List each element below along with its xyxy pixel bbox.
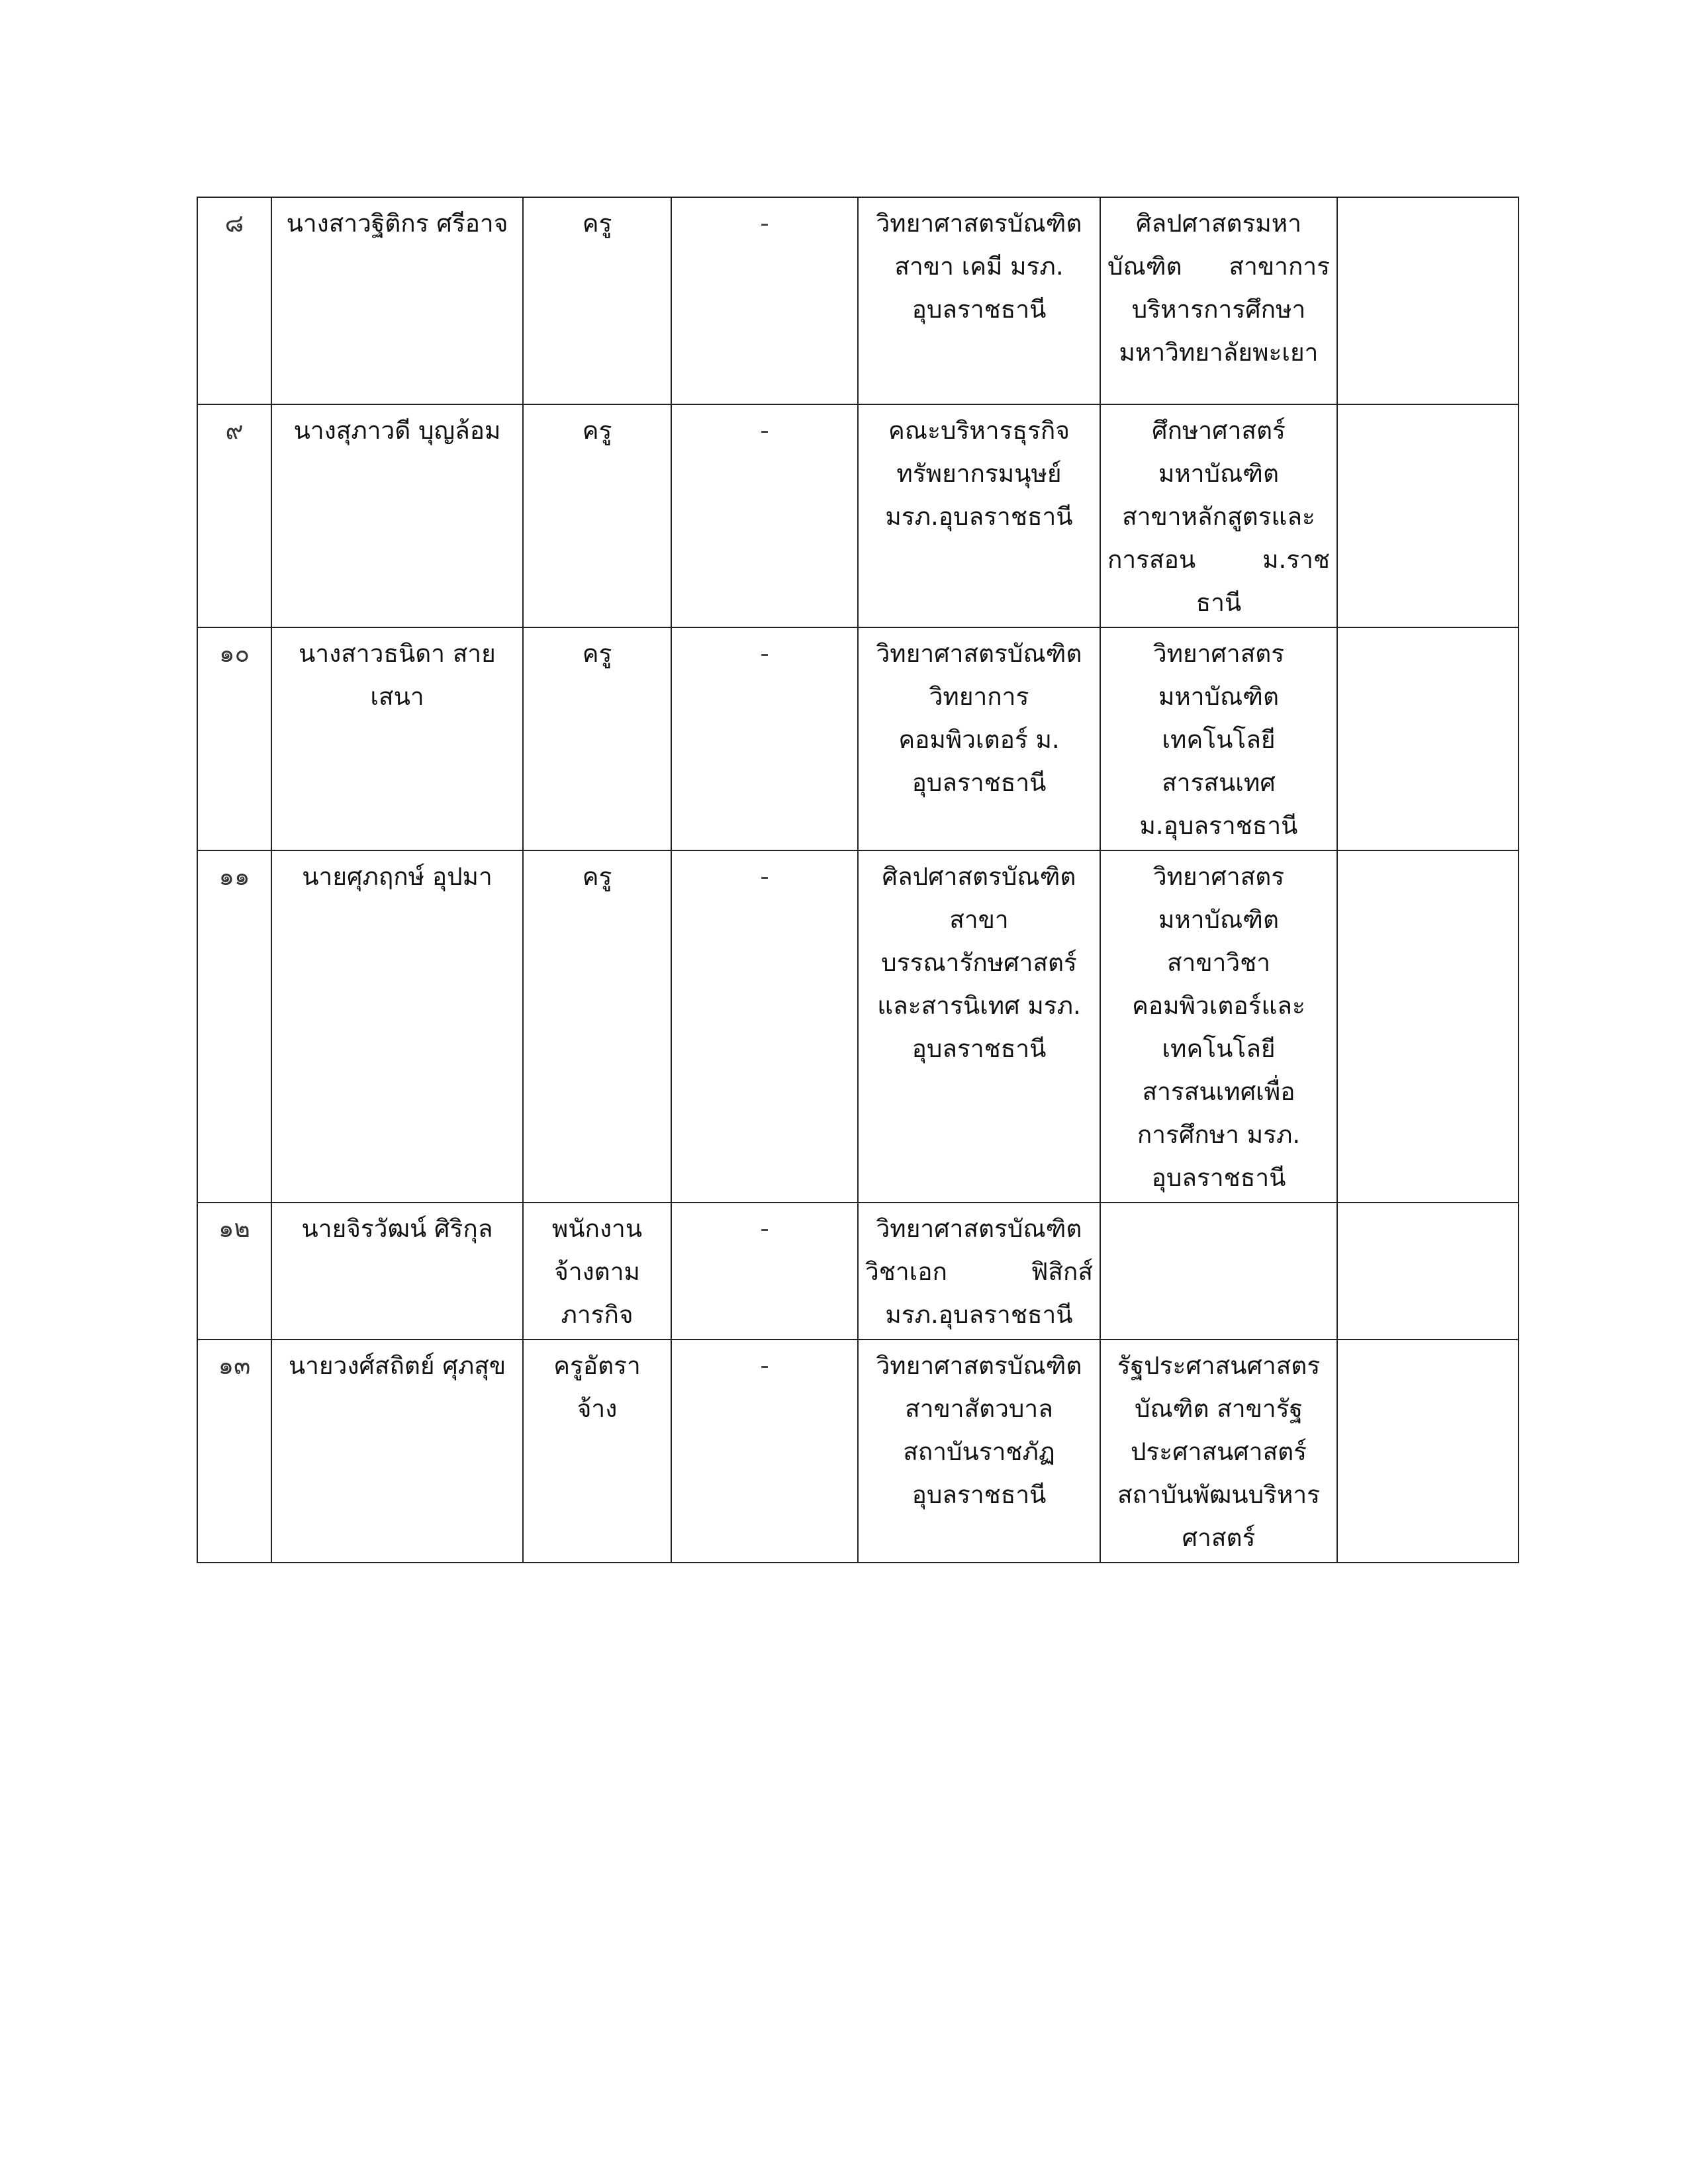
cell-line: สถาบันพัฒนบริหาร [1117, 1480, 1321, 1509]
position-cell [523, 197, 671, 404]
cell-line: ศาสตร์ [1182, 1524, 1256, 1552]
row-number-cell: ๑๓ [197, 1340, 271, 1563]
cell-line: ครู [582, 416, 612, 445]
row-number-cell: ๑๑ [197, 850, 271, 1203]
name-cell [271, 197, 523, 404]
cell-line: คอมพิวเตอร์และ [1132, 991, 1305, 1020]
cell-line: มหาวิทยาลัยพะเยา [1119, 338, 1319, 367]
cell-line: ภารกิจ [561, 1300, 633, 1329]
cell-line: ครู [582, 862, 612, 891]
note-cell [1337, 1340, 1519, 1563]
cell-line: เทคโนโลยี [1162, 1034, 1276, 1063]
bachelor-degree-cell [858, 404, 1100, 627]
dash-cell: - [671, 627, 858, 850]
note-cell [1337, 627, 1519, 850]
cell-line: สถาบันราชภัฏ [903, 1437, 1055, 1466]
bachelor-degree-cell [858, 1203, 1100, 1340]
table-row [197, 1340, 1519, 1563]
cell-line: สารสนเทศเพื่อ [1142, 1077, 1295, 1106]
name-cell [271, 850, 523, 1203]
dash-cell: - [671, 404, 858, 627]
cell-line: อุบลราชธานี [912, 1034, 1047, 1063]
cell-line: และสารนิเทศ มรภ. [877, 991, 1081, 1020]
table-body [197, 197, 1519, 1563]
row-number-cell: ๑๐ [197, 627, 271, 850]
master-degree-cell [1100, 197, 1337, 404]
cell-line: สาขา เคมี มรภ. [894, 252, 1064, 281]
cell-line: ครู [582, 639, 612, 668]
bachelor-degree-cell [858, 1340, 1100, 1563]
cell-line: คณะบริหารธุรกิจ [888, 416, 1070, 445]
cell-line: อุบลราชธานี [912, 768, 1047, 797]
cell-line: สาขาหลักสูตรและ [1122, 502, 1315, 531]
cell-line: จ้างตาม [554, 1257, 640, 1286]
name-cell [271, 404, 523, 627]
name-cell [271, 1203, 523, 1340]
cell-line: ธานี [1196, 588, 1242, 617]
cell-line: ทรัพยากรมนุษย์ [896, 459, 1062, 488]
cell-line: วิชาเอก ฟิสิกส์ [865, 1257, 1093, 1286]
dash-cell: - [671, 1340, 858, 1563]
position-cell [523, 627, 671, 850]
cell-line: ประศาสนศาสตร์ [1130, 1437, 1307, 1466]
cell-line: มหาบัณฑิต [1158, 682, 1280, 711]
cell-line: นายวงศ์สถิตย์ ศุภสุข [288, 1351, 506, 1380]
bachelor-degree-cell [858, 197, 1100, 404]
cell-line: สารสนเทศ [1162, 768, 1276, 797]
bachelor-degree-cell [858, 627, 1100, 850]
row-number-cell: ๙ [197, 404, 271, 627]
dash-cell: - [671, 197, 858, 404]
cell-line: พนักงาน [551, 1214, 643, 1243]
note-cell [1337, 404, 1519, 627]
cell-line: สาขาวิชา [1166, 948, 1271, 977]
dash-cell: - [671, 1203, 858, 1340]
cell-line: นางสาวฐิติกร ศรีอาจ [286, 209, 508, 238]
cell-line: อุบลราชธานี [1151, 1163, 1286, 1192]
staff-qualification-table [197, 197, 1519, 1563]
cell-line: วิทยาการ [929, 682, 1029, 711]
cell-line: บรรณารักษศาสตร์ [881, 948, 1077, 977]
table-row [197, 850, 1519, 1203]
position-cell [523, 1203, 671, 1340]
cell-line: อุบลราชธานี [912, 1480, 1047, 1509]
bachelor-degree-cell [858, 850, 1100, 1203]
cell-line: การสอน ม.ราช [1107, 545, 1330, 574]
master-degree-cell [1100, 850, 1337, 1203]
cell-line: วิทยาศาสตรบัณฑิต [876, 209, 1082, 238]
cell-line: วิทยาศาสตรบัณฑิต [876, 1214, 1082, 1243]
master-degree-cell [1100, 1340, 1337, 1563]
name-cell [271, 1340, 523, 1563]
cell-line: ครู [582, 209, 612, 238]
cell-line: มรภ.อุบลราชธานี [885, 1300, 1073, 1329]
master-degree-cell [1100, 404, 1337, 627]
name-cell [271, 627, 523, 850]
cell-line: รัฐประศาสนศาสตร [1117, 1351, 1321, 1380]
cell-line: วิทยาศาสตรบัณฑิต [876, 1351, 1082, 1380]
cell-line: นายศุภฤกษ์ อุปมา [302, 862, 492, 891]
position-cell [523, 404, 671, 627]
cell-line: การศึกษา มรภ. [1137, 1120, 1301, 1149]
row-number-cell: ๘ [197, 197, 271, 404]
cell-line: เสนา [370, 682, 424, 711]
row-number-cell: ๑๒ [197, 1203, 271, 1340]
position-cell [523, 850, 671, 1203]
table-row [197, 197, 1519, 404]
dash-cell: - [671, 850, 858, 1203]
table-row [197, 404, 1519, 627]
cell-line: บัณฑิต สาขาการ [1107, 252, 1330, 281]
cell-line: ศึกษาศาสตร์ [1152, 416, 1286, 445]
master-degree-cell [1100, 627, 1337, 850]
cell-line: นางสุภาวดี บุญล้อม [293, 416, 501, 445]
position-cell [523, 1340, 671, 1563]
table-row [197, 627, 1519, 850]
cell-line: บัณฑิต สาขารัฐ [1134, 1394, 1303, 1423]
cell-line: ม.อุบลราชธานี [1139, 811, 1298, 840]
cell-line: คอมพิวเตอร์ ม. [898, 725, 1060, 754]
note-cell [1337, 1203, 1519, 1340]
cell-line: อุบลราชธานี [912, 295, 1047, 324]
cell-line: มรภ.อุบลราชธานี [885, 502, 1073, 531]
cell-line: จ้าง [577, 1394, 618, 1423]
cell-line: นางสาวธนิดา สาย [299, 639, 496, 668]
cell-line: วิทยาศาสตร [1152, 639, 1285, 668]
cell-line: ศิลปศาสตรบัณฑิต [882, 862, 1076, 891]
cell-line: นายจิรวัฒน์ ศิริกุล [301, 1214, 493, 1243]
cell-line: ศิลปศาสตรมหา [1136, 209, 1301, 238]
cell-line: บริหารการศึกษา [1131, 295, 1306, 324]
cell-line: ครูอัตรา [553, 1351, 641, 1380]
table-row [197, 1203, 1519, 1340]
cell-line: สาขา [949, 905, 1009, 934]
master-degree-cell [1100, 1203, 1337, 1340]
cell-line: วิทยาศาสตร [1152, 862, 1285, 891]
cell-line: สาขาสัตวบาล [905, 1394, 1053, 1423]
cell-line: เทคโนโลยี [1162, 725, 1276, 754]
note-cell [1337, 197, 1519, 404]
cell-line: มหาบัณฑิต [1158, 905, 1280, 934]
cell-line: วิทยาศาสตรบัณฑิต [876, 639, 1082, 668]
note-cell [1337, 850, 1519, 1203]
cell-line: มหาบัณฑิต [1158, 459, 1280, 488]
